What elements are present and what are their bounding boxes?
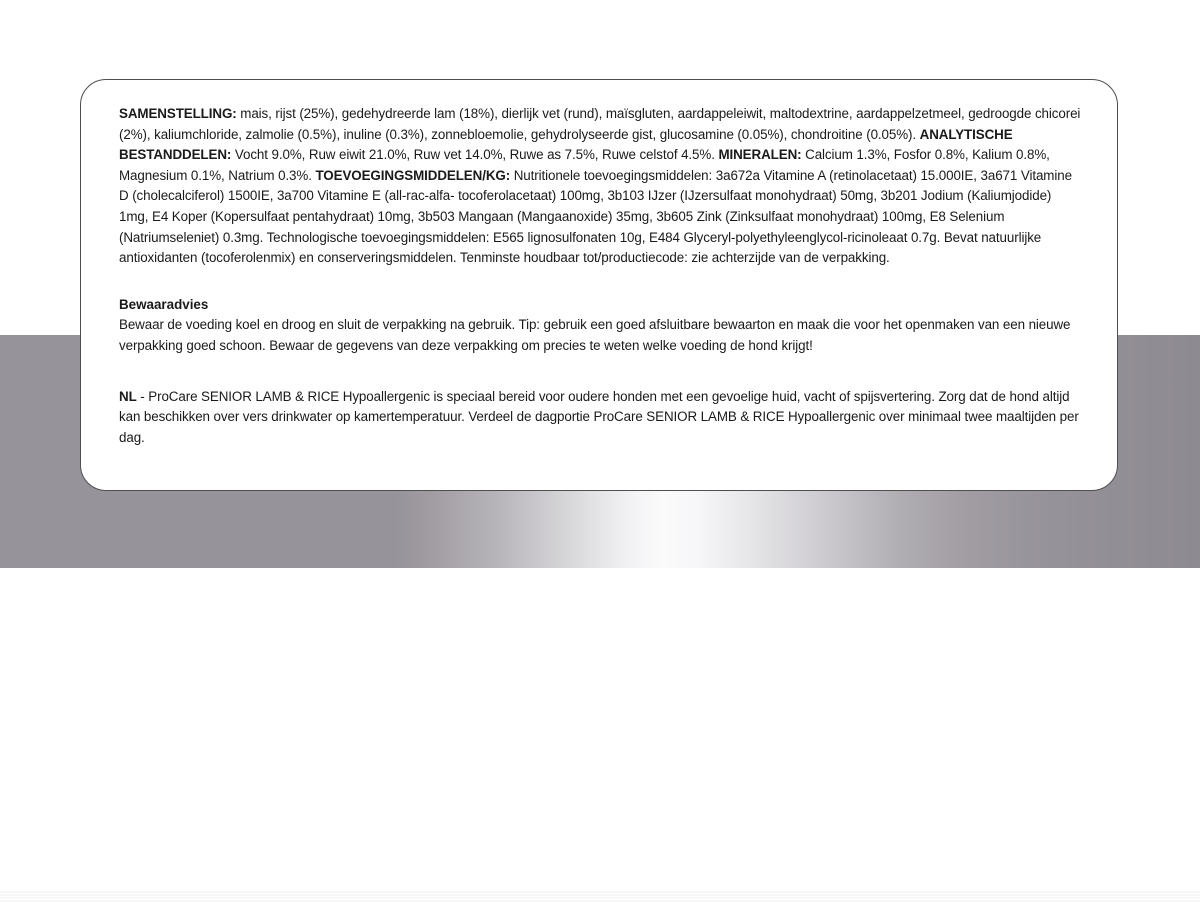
nl-separator: - xyxy=(136,388,149,404)
composition-ingredients: mais, rijst (25%), gedehydreerde lam (18%), dierlijk vet (rund), maïsgluten, aardappeleiwit, maltodextrine, aardappelzetmeel, gedroogde chicorei (2%), kaliumchloride, zalmolie (0.5%), inuline (0.3%), zonnebloemolie, gehydrolyseerde gist, glucosamine (0.05%), chondroitine (0.05%). xyxy=(119,106,1081,142)
nl-feeding-text: ProCare SENIOR LAMB & RICE Hypoallergenic is speciaal bereid voor oudere honden met een gevoelige huid, vacht of spijsvertering. Zorg dat de hond altijd kan beschikken over vers drinkwater op kamertemperatuur. Verdeel de dagportie ProCare SENIOR LAMB & RICE Hypoallergenic over minimaal twee maaltijden per dag. xyxy=(119,388,1079,445)
analytical-constituents-heading: ANALYTISCHE BESTANDDELEN: xyxy=(119,126,1013,163)
product-label-card xyxy=(80,79,1118,491)
additives-values: Nutritionele toevoegingsmiddelen: 3a672a Vitamine A (retinolacetaat) 15.000IE, 3a671 Vitamine D (cholecalciferol) 1500IE, 3a700 Vitamine E (all-rac-alfa- tocoferolacetaat) 100mg, 3b103 IJzer (IJzersulfaat monohydraat) 50mg, 3b201 Jodium (Kaliumjodide) 1mg, E4 Koper (Kopersulfaat pentahydraat) 10mg, 3b503 Mangaan (Mangaanoxide) 35mg, 3b605 Zink (Zinksulfaat monohydraat) 100mg, E8 Selenium (Natriumseleniet) 0.3mg. Technologische toevoegingsmiddelen: E565 lignosulfonaten 10g, E484 Glyceryl-polyethyleenglycol-ricinoleaat 0.7g. Bevat natuurlijke antioxidanten (tocoferolenmix) en conserveringsmiddelen. Tenminste houdbaar tot/productiecode: zie achterzijde van de verpakking. xyxy=(119,167,1072,266)
metallic-scanlines xyxy=(0,890,1200,903)
storage-advice-section xyxy=(119,295,1081,357)
nl-feeding-section xyxy=(119,387,1081,449)
minerals-heading: MINERALEN: xyxy=(718,147,802,163)
storage-advice-text: Bewaar de voeding koel en droog en sluit de verpakking na gebruik. Tip: gebruik een goed afsluitbare bewaarton en maak die voor het openmaken van een nieuwe verpakking goed schoon. Bewaar de gegevens van deze verpakking om precies te weten welke voeding de hond krijgt! xyxy=(119,317,1071,353)
additives-heading: TOEVOEGINGSMIDDELEN/KG: xyxy=(315,167,511,183)
storage-advice-heading: Bewaaradvies xyxy=(119,296,209,312)
composition-paragraph xyxy=(119,104,1081,269)
minerals-values: Calcium 1.3%, Fosfor 0.8%, Kalium 0.8%, Magnesium 0.1%, Natrium 0.3%. xyxy=(119,147,1050,183)
nl-feeding-paragraph xyxy=(119,387,1081,449)
label-card-content xyxy=(119,104,1081,448)
nl-language-code: NL xyxy=(119,388,137,404)
analytical-constituents-values: Vocht 9.0%, Ruw eiwit 21.0%, Ruw vet 14.0%, Ruwe as 7.5%, Ruwe celstof 4.5%. xyxy=(231,147,719,163)
composition-heading: SAMENSTELLING: xyxy=(119,106,237,121)
